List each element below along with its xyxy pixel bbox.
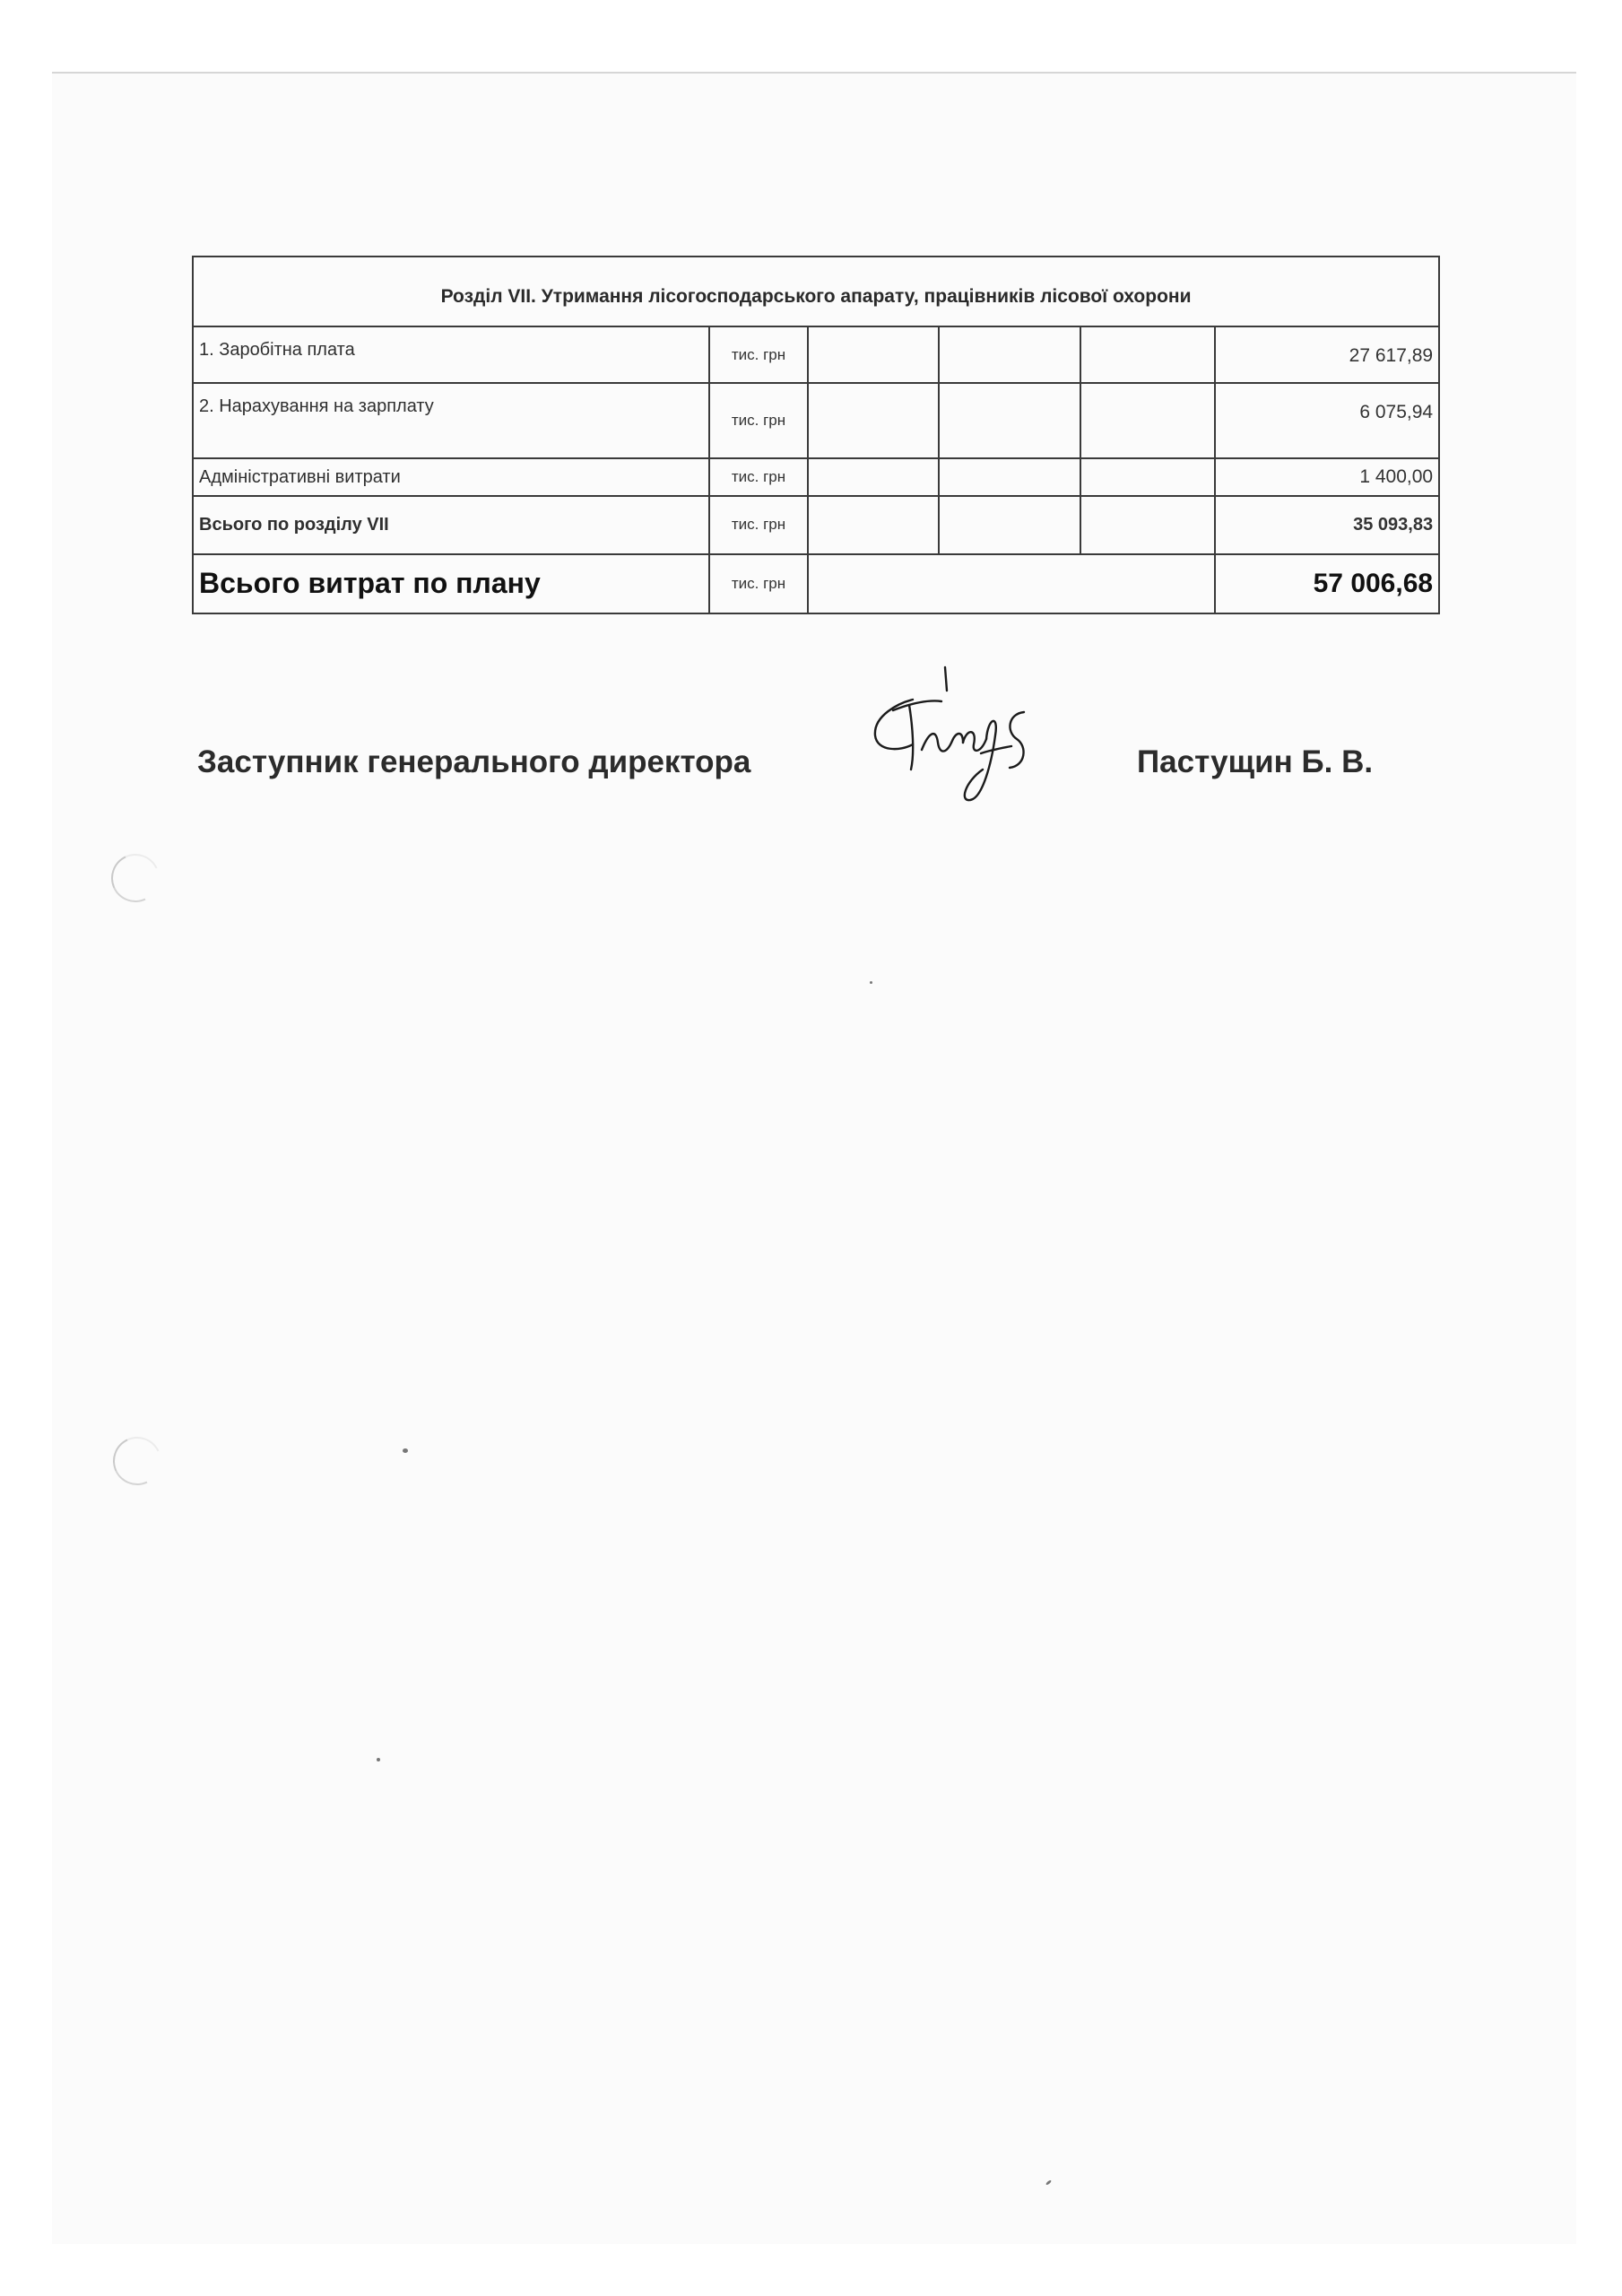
section-total-label: Всього по розділу VII: [193, 496, 709, 553]
empty-cell: [939, 326, 1080, 382]
table-row: [193, 326, 1439, 382]
handwritten-signature: [866, 664, 1054, 807]
signer-position: Заступник генерального директора: [197, 744, 751, 779]
row-label: 1. Заробітна плата: [193, 326, 709, 382]
scan-speck: [403, 1448, 408, 1453]
section-header-row: [193, 257, 1439, 326]
empty-cell: [1080, 383, 1215, 458]
empty-cell: [808, 383, 939, 458]
empty-cell: [1080, 496, 1215, 553]
unit-cell: тис. грн: [709, 554, 808, 613]
empty-merged-cell: [808, 554, 1215, 613]
row-label: 2. Нарахування на зарплату: [193, 383, 709, 458]
unit-cell: тис. грн: [709, 326, 808, 382]
value-cell: 1 400,00: [1215, 458, 1439, 496]
table-row: [193, 383, 1439, 458]
unit-cell: тис. грн: [709, 383, 808, 458]
empty-cell: [808, 458, 939, 496]
scan-speck: [870, 981, 872, 984]
grand-total-value: 57 006,68: [1215, 554, 1439, 613]
table-row: [193, 458, 1439, 496]
signer-name: Пастущин Б. В.: [1137, 744, 1374, 779]
grand-total-label: Всього витрат по плану: [193, 554, 709, 613]
signature-block: [192, 709, 1465, 816]
value-cell: 27 617,89: [1215, 326, 1439, 382]
section-total-value: 35 093,83: [1215, 496, 1439, 553]
empty-cell: [1080, 458, 1215, 496]
scan-speck: [377, 1758, 380, 1761]
empty-cell: [808, 326, 939, 382]
row-label: Адміністративні витрати: [193, 458, 709, 496]
empty-cell: [1080, 326, 1215, 382]
unit-cell: тис. грн: [709, 496, 808, 553]
empty-cell: [939, 458, 1080, 496]
value-cell: 6 075,94: [1215, 383, 1439, 458]
grand-total-row: [193, 554, 1439, 613]
unit-cell: тис. грн: [709, 458, 808, 496]
section-total-row: [193, 496, 1439, 553]
empty-cell: [808, 496, 939, 553]
empty-cell: [939, 496, 1080, 553]
section-title: Розділ VII. Утримання лісогосподарського апарату, працівників лісової охорони: [193, 257, 1439, 326]
expense-plan-table: [192, 256, 1440, 614]
empty-cell: [939, 383, 1080, 458]
